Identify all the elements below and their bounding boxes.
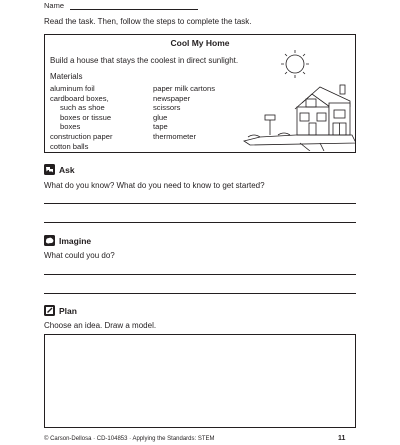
material-item: scissors [153,103,181,113]
material-item: boxes or tissue [60,112,112,122]
ask-question: What do you know? What do you need to know to get started? [44,181,265,190]
ask-icon [44,164,55,175]
plan-icon [44,305,55,316]
writing-line [44,222,356,223]
page-number: 11 [338,435,346,442]
materials-list-1 [50,84,112,151]
name-line [70,9,198,10]
materials-heading: Materials [50,72,83,81]
name-label: Name [44,1,65,10]
materials-list-2 [153,84,215,142]
writing-line [44,293,356,294]
ask-heading-label: Ask [59,164,75,175]
task-title: Cool My Home [170,38,230,48]
imagine-question: What could you do? [44,251,115,260]
plan-question: Choose an idea. Draw a model. [44,321,157,330]
writing-line [44,274,356,275]
material-item: aluminum foil [50,84,95,93]
footer-credit: © Carson-Dellosa · CD-104853 · Applying the Standards: STEM [44,436,215,442]
material-item: tape [153,122,168,132]
instructions: Read the task. Then, follow the steps to complete the task. [44,17,252,26]
task-text: Build a house that stays the coolest in direct sunlight. [50,56,239,65]
house-icon [244,85,356,151]
sun-icon [281,50,309,78]
material-item: glue [153,112,168,122]
imagine-heading-label: Imagine [59,235,92,246]
imagine-heading [44,235,91,246]
material-item: cardboard boxes, [50,93,109,103]
material-item: cotton balls [50,141,89,151]
task-box [44,34,356,153]
plan-heading-label: Plan [59,305,77,316]
material-item: newspaper [153,93,191,103]
material-item: boxes [60,122,81,132]
material-item: construction paper [50,131,113,141]
material-item: such as shoe [60,103,105,113]
model-drawing-box[interactable] [44,334,356,428]
ask-heading [44,164,75,175]
house-sun-illustration [240,47,356,151]
plan-heading [44,305,77,316]
material-item: paper milk cartons [153,84,216,93]
writing-line [44,203,356,204]
imagine-icon [44,235,55,246]
material-item: thermometer [153,131,197,141]
